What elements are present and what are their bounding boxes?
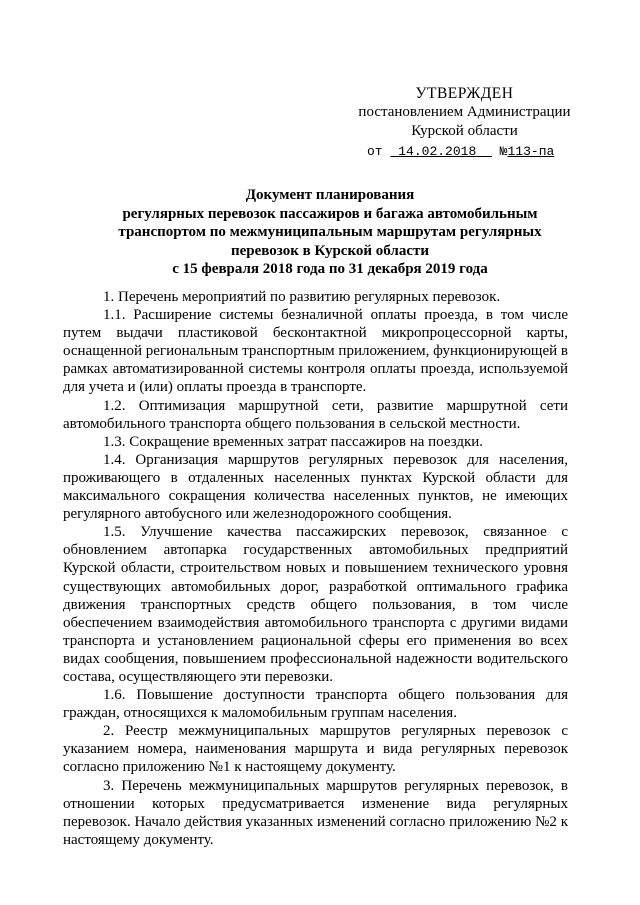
paragraph-1-5: 1.5. Улучшение качества пассажирских перевозок, связанное с обновлением автопарка государственных автомобильных предприятий Курской области, строительством новых и повышением технического уровня существующих автомобильных дорог, разработкой оптимального графика движения транспортных средств общего пользования, в том числе обеспечением взаимодействия автомобильного транспорта с другими видами транспорта и установлением рациональной сферы его применения во всех видах сообщения, повышением профессиональной надежности водительского состава, осуществляющего эти перевозки. [63,524,568,685]
title-line-1: Документ планирования [245,187,415,203]
number-prefix: № [499,144,508,159]
approval-line-1: постановлением Администрации [358,104,571,120]
document-body [63,288,568,849]
approval-title: УТВЕРЖДЕН [415,85,514,102]
document-title [60,186,600,279]
title-line-2: регулярных перевозок пассажиров и багажа автомобильным [122,205,538,222]
approval-date: 14.02.2018 [398,144,477,159]
paragraph-1-6: 1.6. Повышение доступности транспорта общего пользования для граждан, относящихся к маломобильным группам населения. [63,687,568,722]
paragraph-1: 1. Перечень мероприятий по развитию регулярных перевозок. [103,289,501,305]
title-line-5: с 15 февраля 2018 года по 31 декабря 2019 года [172,261,488,277]
approval-number: 113-па [507,144,555,159]
title-line-3: транспортом по межмуниципальным маршрутам регулярных [118,224,542,240]
title-line-4: перевозок в Курской области [230,242,430,259]
paragraph-1-1: 1.1. Расширение системы безналичной оплаты проезда, в том числе путем выдачи пластиковой бесконтактной микропроцессорной карты, оснащенной региональным транспортным приложением, функционирующей в рамках автоматизированной системы контроля оплаты проезда, используемой для учета и (или) оплаты проезда в транспорте. [63,307,568,396]
approval-block [357,84,572,161]
date-prefix: от [367,144,383,159]
approval-line-2: Курской области [411,123,518,139]
paragraph-3: 3. Перечень межмуниципальных маршрутов регулярных перевозок, в отношении которых предусматривается изменение вида регулярных перевозок. Начало действия указанных изменений согласно приложению №2 к настоящему документу. [63,777,568,848]
paragraph-1-4: 1.4. Организация маршрутов регулярных перевозок для населения, проживающего в отдаленных населенных пунктах Курской области для максимального сокращения количества населенных пунктов, не имеющих регулярного автобусного или железнодорожного сообщения. [63,451,568,523]
paragraph-2: 2. Реестр межмуниципальных маршрутов регулярных перевозок с указанием номера, наименования маршрута и вида регулярных перевозок согласно приложению №1 к настоящему документу. [63,723,568,776]
paragraph-1-2: 1.2. Оптимизация маршрутной сети, развитие маршрутной сети автомобильного транспорта общего пользования в сельской местности. [63,397,568,432]
paragraph-1-3: 1.3. Сокращение временных затрат пассажиров на поездки. [103,433,484,450]
approval-date-line [357,142,572,161]
